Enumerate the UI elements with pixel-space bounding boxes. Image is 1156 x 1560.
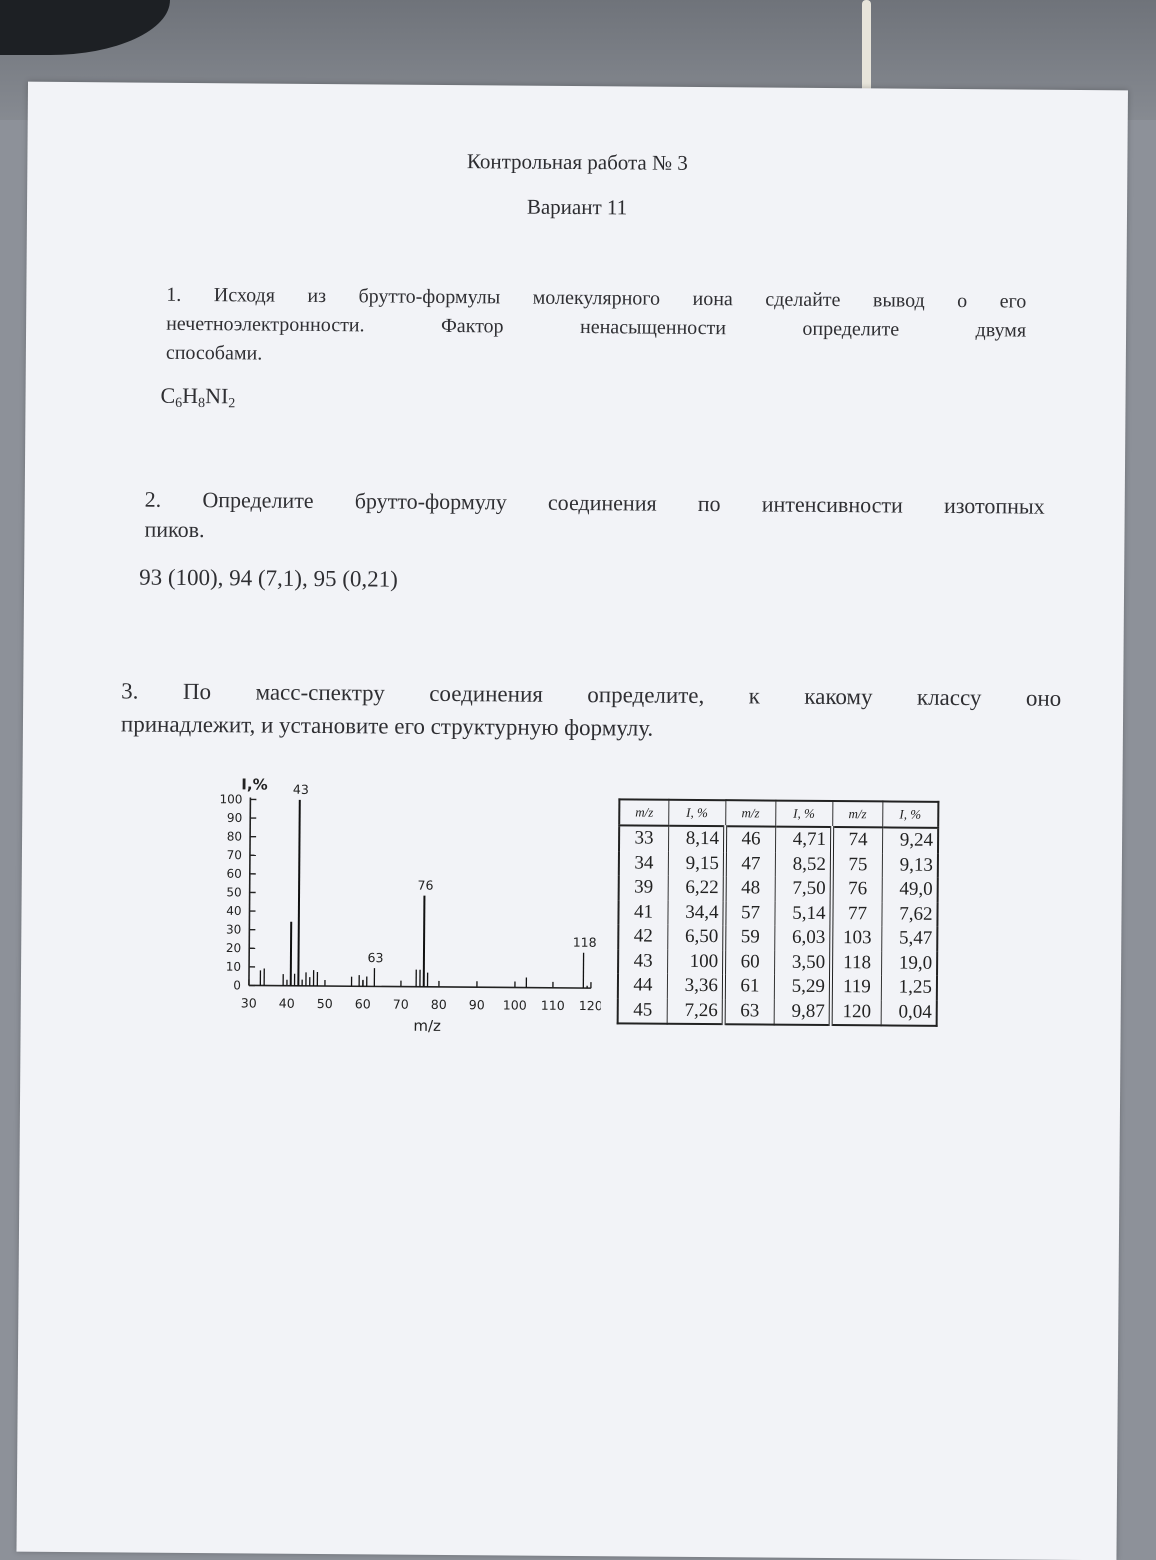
table-cell-mz: 59: [724, 925, 775, 950]
formula-c-count: 6: [175, 396, 182, 411]
table-cell-intensity: 49,0: [882, 877, 938, 902]
task-3-line-2: принадлежит, и установите его структурную формулу.: [121, 711, 653, 740]
table-row: [618, 998, 937, 1026]
table-cell-mz: 103: [831, 926, 882, 951]
table-cell-mz: 60: [724, 950, 775, 975]
table-cell-intensity: 19,0: [882, 951, 938, 976]
table-cell-mz: 57: [724, 901, 775, 926]
peak-label: 43: [293, 782, 309, 797]
table-header-intensity: I, %: [776, 801, 833, 827]
table-header-mz: m/z: [832, 801, 883, 827]
x-tick-label: 120: [579, 998, 603, 1013]
table-cell-mz: 75: [832, 853, 883, 878]
y-tick-label: 40: [226, 904, 241, 918]
peak-label: 118: [573, 935, 597, 950]
y-tick-label: 10: [226, 960, 241, 974]
table-cell-intensity: 5,47: [882, 926, 938, 951]
table-cell-mz: 74: [832, 827, 883, 853]
y-tick-label: 30: [226, 922, 241, 936]
x-tick-label: 110: [541, 998, 565, 1013]
table-cell-mz: 33: [619, 825, 669, 851]
x-axis-label: m/z: [413, 1017, 441, 1035]
table-cell-intensity: 9,15: [668, 851, 725, 876]
table-cell-intensity: 5,14: [775, 901, 832, 926]
table-cell-intensity: 6,22: [668, 876, 725, 901]
x-tick-label: 60: [355, 996, 371, 1011]
table-cell-intensity: 6,03: [775, 926, 832, 951]
y-tick-label: 20: [226, 941, 241, 955]
table-cell-mz: 63: [724, 999, 775, 1025]
task-1-line-3: способами.: [166, 339, 1026, 375]
spectrum-peak: [424, 896, 425, 987]
table-cell-mz: 120: [831, 1000, 882, 1026]
mass-spectrum-table: [617, 798, 940, 1027]
x-tick-label: 100: [503, 997, 527, 1012]
task-1-line-1: 1. Исходя из брутто-формулы молекулярного иона сделайте вывод о его: [166, 281, 1026, 317]
table-row: [619, 825, 938, 853]
task-2-peaks: 93 (100), 94 (7,1), 95 (0,21): [139, 565, 398, 593]
table-cell-intensity: 5,29: [774, 975, 831, 1000]
table-row: [618, 949, 937, 976]
table-cell-intensity: 1,25: [881, 975, 937, 1000]
y-axis: [249, 797, 250, 985]
table-row: [619, 875, 938, 902]
table-cell-intensity: 34,4: [668, 900, 725, 925]
table-body: [618, 825, 939, 1025]
table-cell-mz: 47: [725, 852, 776, 877]
table-cell-intensity: 3,36: [667, 974, 724, 999]
task-3: [121, 674, 1061, 747]
task-1: [166, 281, 1027, 375]
x-tick-label: 70: [393, 997, 409, 1012]
table-cell-intensity: 7,26: [667, 998, 724, 1024]
table-cell-mz: 45: [618, 998, 668, 1024]
table-row: [618, 973, 937, 1000]
document-variant: Вариант 11: [27, 191, 1127, 225]
peak-label: 76: [418, 878, 434, 893]
formula-ni: NI: [205, 383, 228, 408]
table-cell-mz: 77: [831, 902, 882, 927]
table-cell-mz: 44: [618, 973, 668, 998]
desk-cable: [862, 0, 871, 95]
task-2: [144, 485, 1044, 552]
table-cell-mz: 43: [618, 949, 668, 974]
table-header-row: [619, 799, 938, 828]
y-tick-label: 60: [226, 867, 241, 881]
table-cell-mz: 61: [724, 974, 775, 999]
table-cell-mz: 41: [618, 900, 668, 925]
table-cell-mz: 48: [725, 876, 776, 901]
y-axis-label: I,%: [241, 775, 267, 793]
table-cell-intensity: 6,50: [668, 925, 725, 950]
table-cell-mz: 46: [725, 826, 776, 852]
y-tick-label: 0: [233, 978, 241, 992]
table-cell-intensity: 9,13: [882, 853, 938, 878]
spectrum-peak: [291, 922, 292, 986]
task-3-line-1: 3. По масс-спектру соединения определите, к какому классу оно: [121, 674, 1061, 714]
table-header-mz: m/z: [619, 799, 669, 825]
table-cell-mz: 42: [618, 924, 668, 949]
table-cell-mz: 34: [619, 851, 669, 876]
formula-h-count: 8: [198, 396, 205, 411]
chart-layer: [218, 775, 603, 1036]
document-title: Контрольная работа № 3: [27, 146, 1127, 180]
y-tick-label: 80: [227, 829, 242, 843]
table-cell-mz: 119: [831, 975, 882, 1000]
paper-sheet: [16, 82, 1128, 1560]
table-cell-mz: 39: [619, 875, 669, 900]
table-row: [619, 851, 938, 878]
x-tick-label: 50: [317, 996, 333, 1011]
table-cell-mz: 118: [831, 951, 882, 976]
x-tick-label: 80: [431, 997, 447, 1012]
table-row: [618, 924, 937, 951]
table-cell-intensity: 9,87: [774, 999, 831, 1025]
table-cell-intensity: 4,71: [775, 827, 832, 853]
table-cell-intensity: 0,04: [881, 1000, 937, 1026]
x-tick-label: 40: [279, 996, 295, 1011]
task-1-line-2: нечетноэлектронности. Фактор ненасыщенности определите двумя: [166, 310, 1026, 346]
table-cell-intensity: 8,52: [775, 852, 832, 877]
formula-c: C: [160, 383, 175, 408]
table-cell-intensity: 7,50: [775, 877, 832, 902]
task-2-line-2: пиков.: [144, 517, 204, 542]
table-cell-mz: 76: [832, 877, 883, 902]
table-header-intensity: I, %: [669, 800, 726, 826]
table-cell-intensity: 7,62: [882, 902, 938, 927]
table-header-mz: m/z: [725, 800, 776, 826]
table-header-intensity: I, %: [883, 801, 939, 827]
y-tick-label: 50: [226, 885, 241, 899]
table-cell-intensity: 8,14: [668, 826, 725, 852]
y-tick-label: 90: [227, 811, 242, 825]
table-cell-intensity: 3,50: [775, 950, 832, 975]
table-cell-intensity: 100: [668, 949, 725, 974]
x-tick-label: 90: [469, 997, 485, 1012]
peak-label: 63: [368, 950, 384, 965]
table-row: [618, 900, 937, 927]
y-tick-label: 70: [227, 848, 242, 862]
formula-h: H: [182, 383, 198, 408]
task-1-formula: [160, 383, 235, 413]
table-cell-intensity: 9,24: [882, 827, 938, 853]
x-tick-label: 30: [241, 995, 257, 1010]
formula-i-count: 2: [228, 396, 235, 411]
mass-spectrum-chart: [180, 761, 602, 1064]
spectrum-peak: [298, 800, 299, 986]
task-2-line-1: 2. Определите брутто-формулу соединения по интенсивности изотопных: [145, 485, 1045, 522]
y-tick-label: 100: [219, 792, 242, 806]
